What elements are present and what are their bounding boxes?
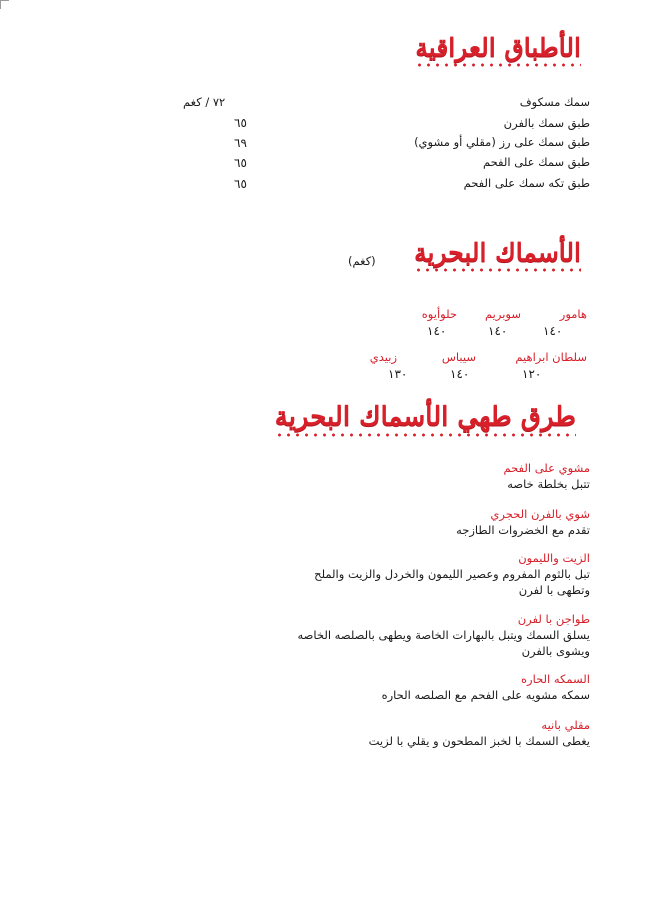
method-title: مقلي بانيه: [541, 718, 590, 732]
cooking-method: [382, 671, 590, 703]
method-description: ويشوى بالفرن: [521, 644, 590, 658]
cooking-method: [456, 506, 590, 538]
fish-price: ١٣٠: [388, 367, 408, 381]
cooking-methods-heading: طرق طهي الأسماك البحرية: [274, 402, 576, 432]
dish-price: ٦٥: [234, 177, 247, 191]
method-description: وتطهى با لفرن: [518, 583, 590, 597]
dish-name: طبق سمك على رز (مقلي أو مشوي): [414, 135, 590, 149]
fish-price: ١٢٠: [522, 367, 542, 381]
method-description: يغطى السمك با لخبز المطحون و يقلي با لزيت: [368, 734, 590, 748]
fish-name: هامور: [559, 307, 587, 321]
cooking-method: [503, 460, 590, 492]
method-title: مشوي على الفحم: [503, 461, 590, 475]
iraqi-dishes-heading: الأطباق العراقية: [415, 33, 581, 62]
fish-price: ١٤٠: [450, 367, 470, 381]
dish-price-per-kg: ٧٢ / كغم: [183, 95, 226, 109]
method-description: تبل بالثوم المفروم وعصير الليمون والخردل والزيت والملح: [314, 567, 590, 581]
cooking-method: [369, 717, 590, 749]
fish-price: ١٤٠: [488, 324, 508, 338]
seafood-unit-label: (كغم): [348, 254, 376, 268]
dish-name: طبق تكه سمك على الفحم: [463, 176, 590, 190]
dish-price: ٦٩: [234, 136, 247, 150]
fish-price: ١٤٠: [427, 324, 447, 338]
method-title: الزيت والليمون: [518, 551, 590, 565]
dish-price: ٦٥: [234, 116, 247, 130]
fish-price: ١٤٠: [543, 324, 563, 338]
dish-name: طبق سمك على الفحم: [482, 155, 590, 169]
fish-name: سيباس: [441, 350, 476, 364]
cooking-method: [314, 550, 590, 598]
method-title: شوي بالفرن الحجري: [490, 507, 590, 521]
method-title: السمكه الحاره: [521, 672, 590, 686]
dish-name: سمك مسكوف: [519, 95, 590, 109]
method-description: تقدم مع الخضروات الطازجه: [456, 523, 590, 537]
seafood-heading: الأسماك البحرية: [414, 238, 581, 267]
fish-name: سوبريم: [485, 307, 521, 321]
method-description: تتبل بخلطة خاصه: [507, 477, 590, 491]
cooking-method: [297, 611, 590, 659]
page-corner-mark: [0, 0, 9, 9]
dish-price: ٦٥: [234, 156, 247, 170]
method-description: يسلق السمك ويتبل بالبهارات الخاصة ويطهى بالصلصه الخاصه: [297, 628, 590, 642]
fish-name: حلوأيوه: [421, 307, 457, 321]
fish-name: زبيدي: [369, 350, 397, 364]
method-title: طواجن با لفرن: [517, 612, 590, 626]
method-description: سمكه مشويه على الفحم مع الصلصه الحاره: [381, 688, 590, 702]
dish-name: طبق سمك بالفرن: [503, 116, 590, 130]
fish-name: سلطان ابراهيم: [515, 350, 587, 364]
